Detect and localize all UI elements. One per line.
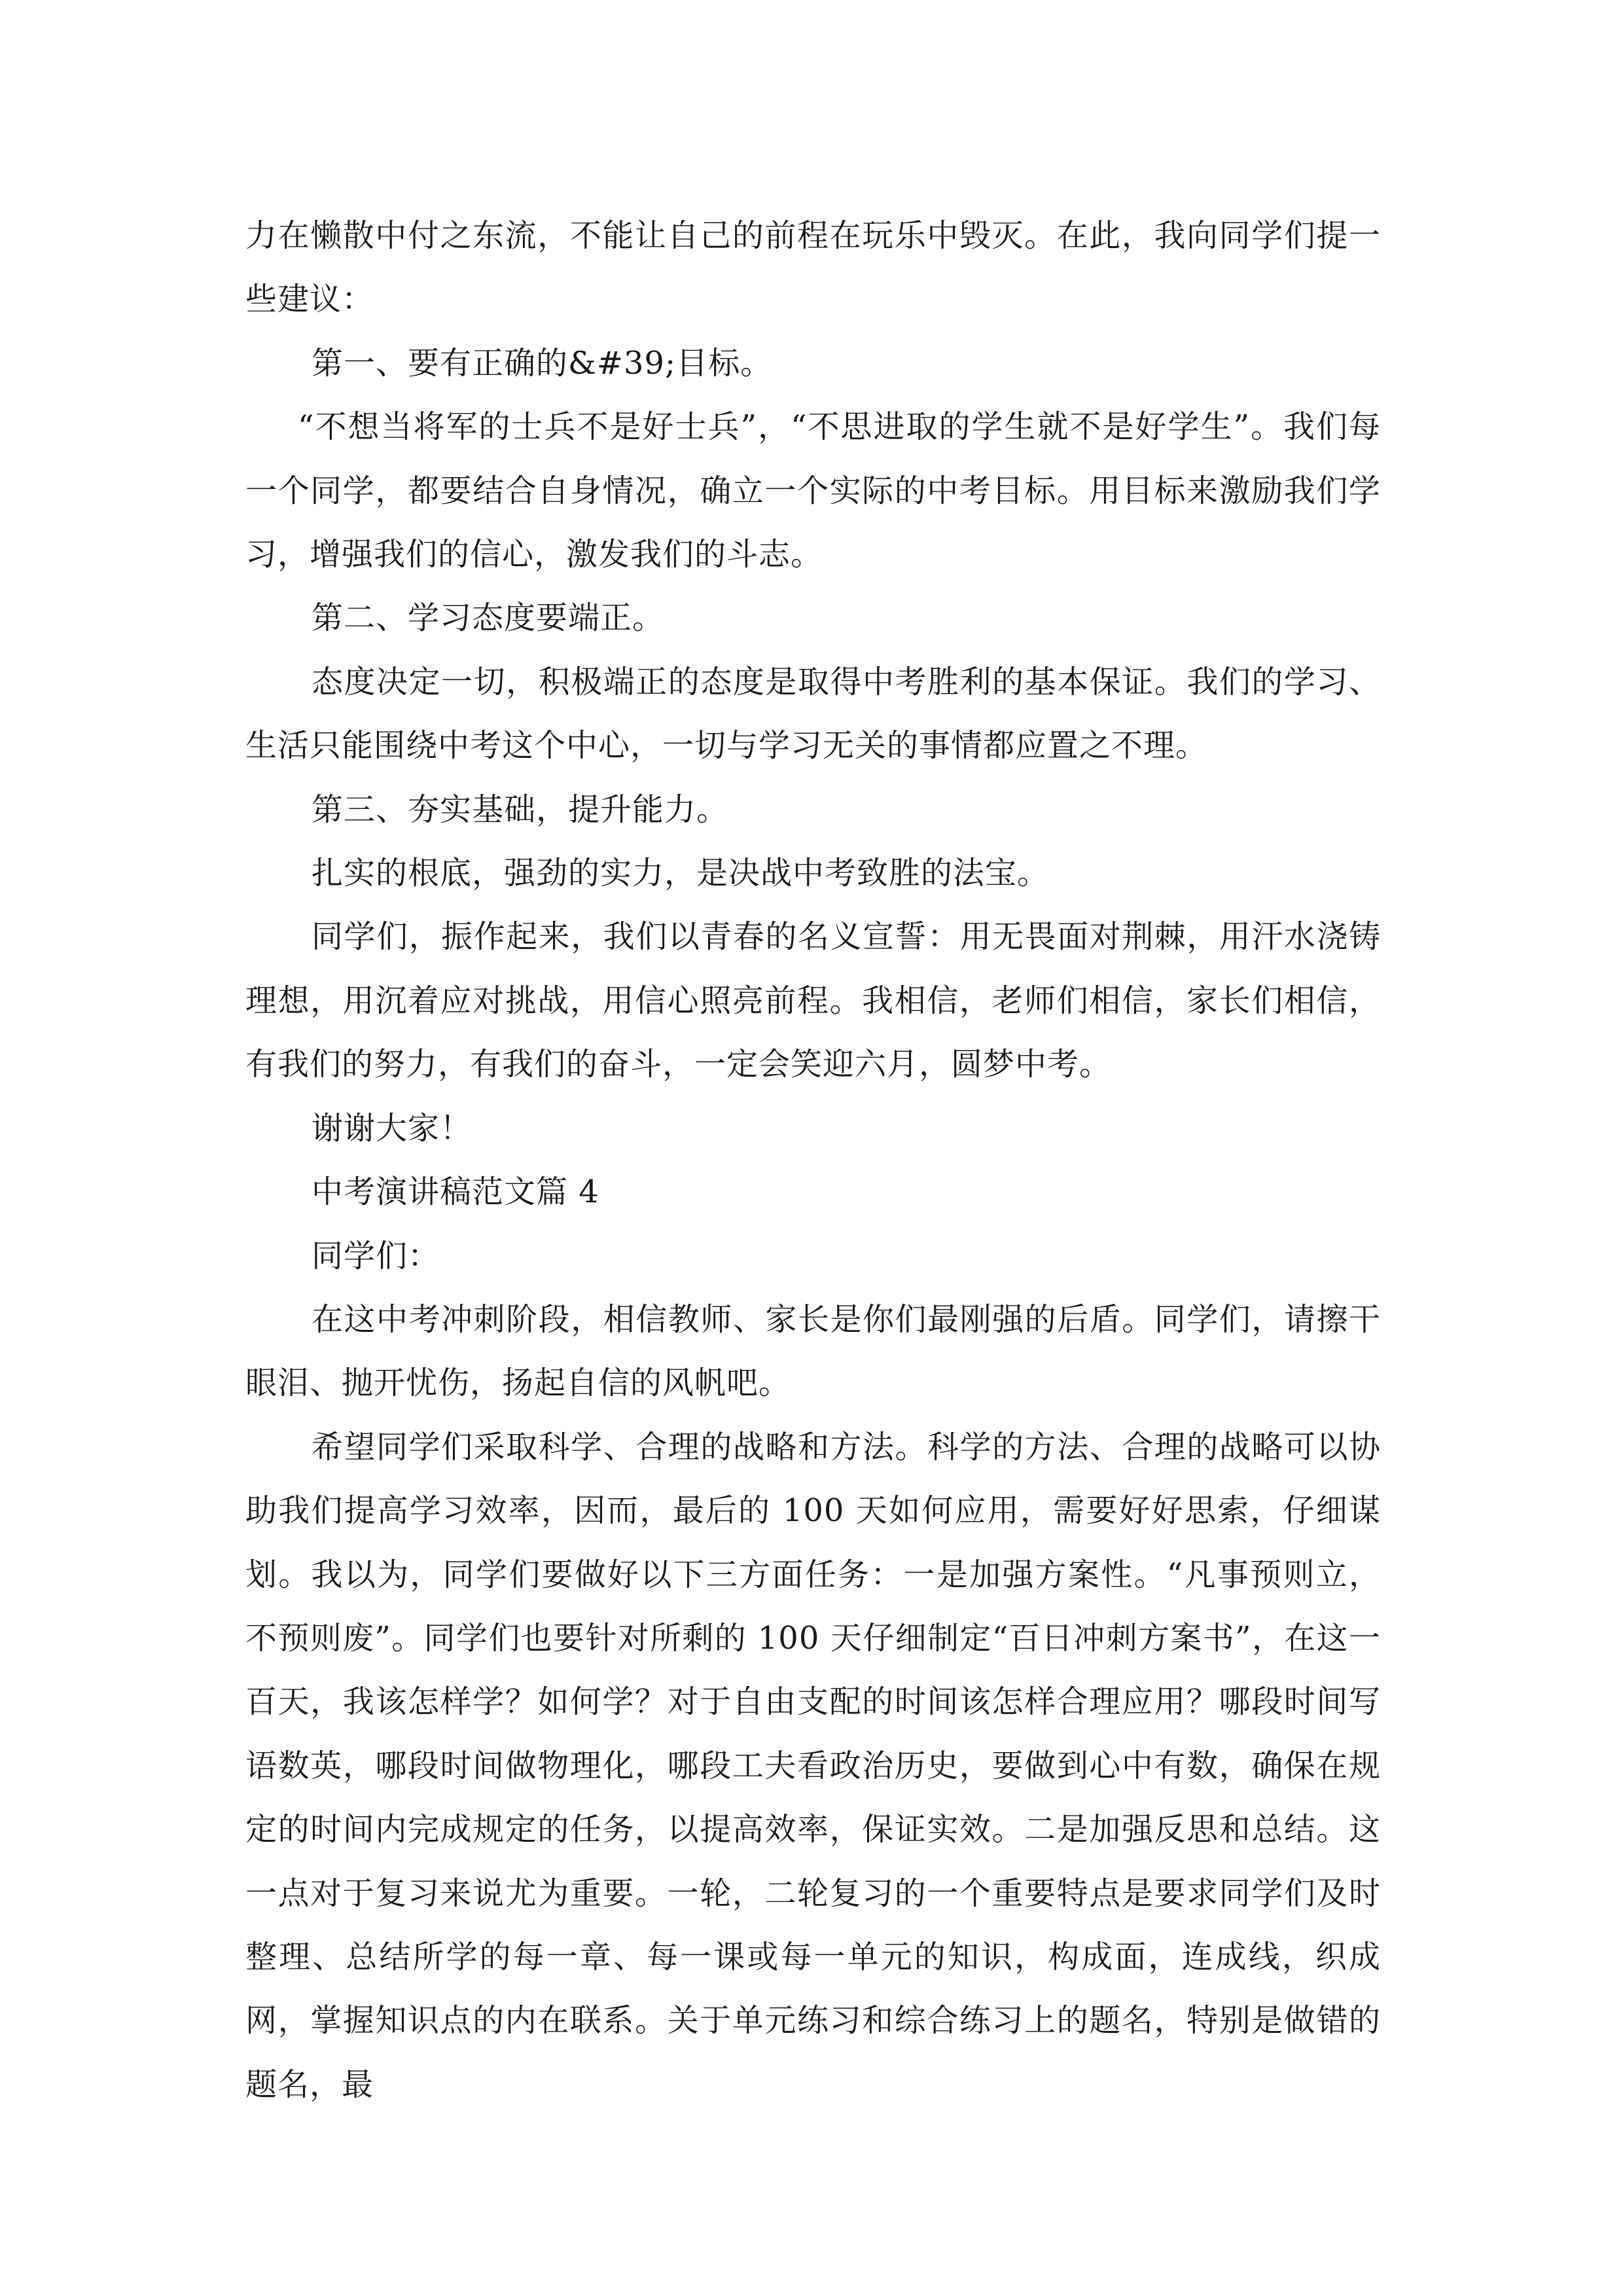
paragraph-point-two-heading: 第二、学习态度要端正。 [312,600,665,637]
paragraph-point-one-body: “不想当将军的士兵不是好士兵”，“不思进取的学生就不是好学生”。我们每一个同学，都要结合自身情况，确立一个实际的中考目标。用目标来激励我们学习，增强我们的信心，激发我们的斗志。 [245,408,1381,573]
paragraph-salutation: 同学们： [312,1237,440,1274]
section-title: 中考演讲稿范文篇 4 [312,1174,599,1211]
paragraph-point-three-heading: 第三、夯实基础，提升能力。 [312,791,729,828]
paragraph-continuation: 力在懒散中付之东流，不能让自己的前程在玩乐中毁灭。在此，我向同学们提一些建议： [245,217,1381,318]
paragraph-encouragement: 在这中考冲刺阶段，相信教师、家长是你们最刚强的后盾。同学们，请擦干眼泪、抛开忧伤，扬起自信的风帆吧。 [245,1300,1381,1402]
paragraph-strategy: 希望同学们采取科学、合理的战略和方法。科学的方法、合理的战略可以协助我们提高学习效率，因而，最后的 100 天如何应用，需要好好思索，仔细谋划。我以为，同学们要做好以下三方面任务：一是加强方案性。“凡事预则立，不预则废”。同学们也要针对所剩的 100 天仔细制定“百日冲刺方案书”，在这一百天，我该怎样学？如何学？对于自由支配的时间该怎样合理应用？哪段时间写语数英，哪段时间做物理化，哪段工夫看政治历史，要做到心中有数，确保在规定的时间内完成规定的任务，以提高效率，保证实效。二是加强反思和总结。这一点对于复习来说尤为重要。一轮，二轮复习的一个重要特点是要求同学们及时整理、总结所学的每一章、每一课或每一单元的知识，构成面，连成线，织成网，掌握知识点的内在联系。关于单元练习和综合练习上的题名，特别是做错的题名，最 [245,1428,1381,2103]
paragraph-point-two-body: 态度决定一切，积极端正的态度是取得中考胜利的基本保证。我们的学习、生活只能围绕中考这个中心，一切与学习无关的事情都应置之不理。 [245,663,1381,764]
document-body [245,204,1381,2117]
paragraph-point-one-heading: 第一、要有正确的&#39;目标。 [312,344,773,382]
paragraph-oath: 同学们，振作起来，我们以青春的名义宣誓：用无畏面对荆棘，用汗水浇铸理想，用沉着应对挑战，用信心照亮前程。我相信，老师们相信，家长们相信，有我们的努力，有我们的奋斗，一定会笑迎六月，圆梦中考。 [245,918,1381,1083]
paragraph-thanks: 谢谢大家！ [312,1109,473,1147]
paragraph-point-three-body: 扎实的根底，强劲的实力，是决战中考致胜的法宝。 [312,855,1050,892]
